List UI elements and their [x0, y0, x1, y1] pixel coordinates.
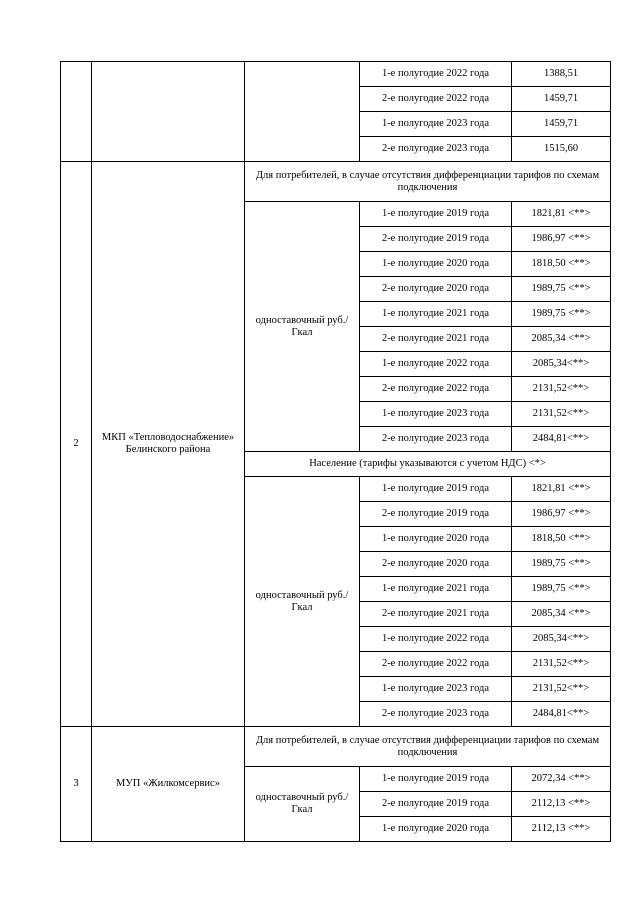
period-cell: 2-е полугодие 2022 года: [360, 652, 512, 677]
tariff-value-cell: 1388,51: [512, 62, 611, 87]
section-header: Население (тарифы указываются с учетом НДС) <*>: [245, 452, 611, 477]
tariff-value-cell: 2484,81<**>: [512, 427, 611, 452]
tariff-value-cell: 1989,75 <**>: [512, 277, 611, 302]
tariff-value-cell: 1989,75 <**>: [512, 302, 611, 327]
tariff-value-cell: 2085,34 <**>: [512, 602, 611, 627]
organization-name-cell: МУП «Жилкомсервис»: [92, 727, 245, 842]
section-header: Для потребителей, в случае отсутствия дифференциации тарифов по схемам подключения: [245, 162, 611, 202]
organization-name-cell: МКП «Тепловодоснабжение» Белинского района: [92, 162, 245, 727]
period-cell: 1-е полугодие 2020 года: [360, 527, 512, 552]
period-cell: 2-е полугодие 2023 года: [360, 137, 512, 162]
period-cell: 1-е полугодие 2019 года: [360, 767, 512, 792]
period-cell: 1-е полугодие 2022 года: [360, 627, 512, 652]
period-cell: 1-е полугодие 2023 года: [360, 112, 512, 137]
period-cell: 1-е полугодие 2020 года: [360, 817, 512, 842]
tariff-value-cell: 1818,50 <**>: [512, 527, 611, 552]
tariff-value-cell: 2131,52<**>: [512, 652, 611, 677]
period-cell: 1-е полугодие 2020 года: [360, 252, 512, 277]
tariff-value-cell: 2085,34<**>: [512, 352, 611, 377]
tariff-value-cell: 1459,71: [512, 112, 611, 137]
tariff-value-cell: 1459,71: [512, 87, 611, 112]
tariff-type-cell: одноставочный руб./Гкал: [245, 477, 360, 727]
row-number-cell: 2: [61, 162, 92, 727]
period-cell: 2-е полугодие 2023 года: [360, 427, 512, 452]
tariff-type-cell: [245, 62, 360, 162]
period-cell: 2-е полугодие 2022 года: [360, 377, 512, 402]
tariff-type-cell: одноставочный руб./Гкал: [245, 767, 360, 842]
table-row: [61, 162, 611, 202]
section-header: Для потребителей, в случае отсутствия дифференциации тарифов по схемам подключения: [245, 727, 611, 767]
tariff-value-cell: 2072,34 <**>: [512, 767, 611, 792]
period-cell: 1-е полугодие 2022 года: [360, 352, 512, 377]
period-cell: 1-е полугодие 2021 года: [360, 577, 512, 602]
organization-cell: [92, 62, 245, 162]
tariff-value-cell: 1989,75 <**>: [512, 577, 611, 602]
tariff-value-cell: 2131,52<**>: [512, 377, 611, 402]
tariff-value-cell: 2085,34<**>: [512, 627, 611, 652]
tariff-value-cell: 2131,52<**>: [512, 677, 611, 702]
period-cell: 2-е полугодие 2021 года: [360, 602, 512, 627]
tariff-table: [60, 61, 611, 842]
period-cell: 2-е полугодие 2019 года: [360, 502, 512, 527]
table-row: [61, 62, 611, 87]
tariff-type-cell: одноставочный руб./Гкал: [245, 202, 360, 452]
period-cell: 2-е полугодие 2023 года: [360, 702, 512, 727]
tariff-value-cell: 2131,52<**>: [512, 402, 611, 427]
period-cell: 1-е полугодие 2019 года: [360, 202, 512, 227]
row-number-cell: [61, 62, 92, 162]
period-cell: 2-е полугодие 2020 года: [360, 552, 512, 577]
period-cell: 2-е полугодие 2020 года: [360, 277, 512, 302]
period-cell: 2-е полугодие 2021 года: [360, 327, 512, 352]
period-cell: 1-е полугодие 2019 года: [360, 477, 512, 502]
tariff-value-cell: 1821,81 <**>: [512, 202, 611, 227]
period-cell: 2-е полугодие 2019 года: [360, 227, 512, 252]
tariff-value-cell: 2484,81<**>: [512, 702, 611, 727]
tariff-value-cell: 1986,97 <**>: [512, 227, 611, 252]
tariff-value-cell: 1821,81 <**>: [512, 477, 611, 502]
period-cell: 2-е полугодие 2019 года: [360, 792, 512, 817]
tariff-value-cell: 1818,50 <**>: [512, 252, 611, 277]
period-cell: 1-е полугодие 2021 года: [360, 302, 512, 327]
period-cell: 2-е полугодие 2022 года: [360, 87, 512, 112]
tariff-value-cell: 2085,34 <**>: [512, 327, 611, 352]
period-cell: 1-е полугодие 2022 года: [360, 62, 512, 87]
tariff-value-cell: 2112,13 <**>: [512, 792, 611, 817]
tariff-value-cell: 1986,97 <**>: [512, 502, 611, 527]
tariff-value-cell: 1989,75 <**>: [512, 552, 611, 577]
period-cell: 1-е полугодие 2023 года: [360, 402, 512, 427]
row-number-cell: 3: [61, 727, 92, 842]
tariff-table-body: [61, 62, 611, 842]
tariff-value-cell: 1515,60: [512, 137, 611, 162]
table-row: [61, 727, 611, 767]
period-cell: 1-е полугодие 2023 года: [360, 677, 512, 702]
tariff-value-cell: 2112,13 <**>: [512, 817, 611, 842]
